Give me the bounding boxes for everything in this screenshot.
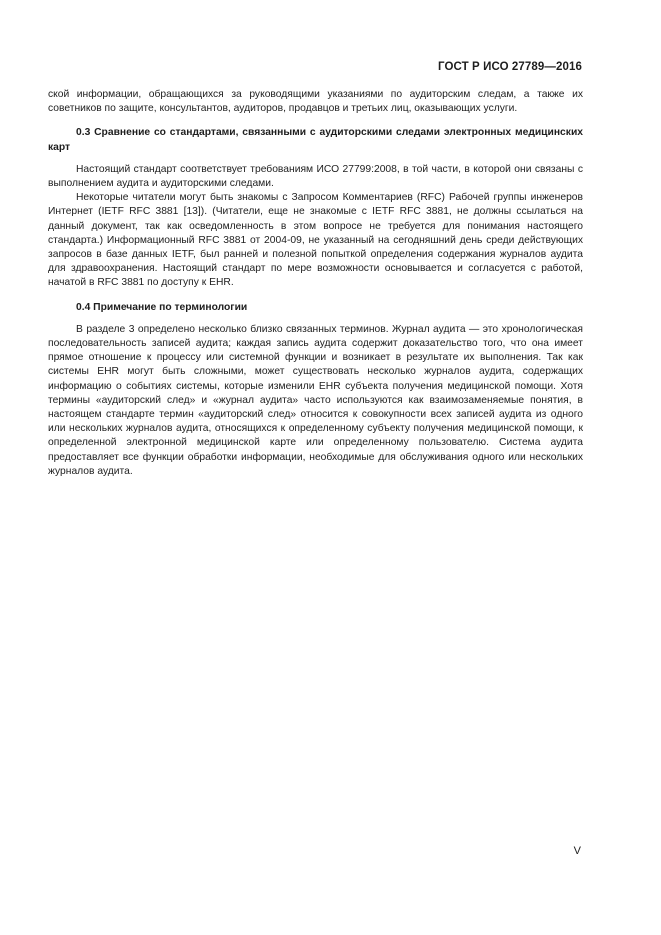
page-number: V (573, 845, 581, 857)
section-heading-0-4: 0.4 Примечание по терминологии (76, 301, 248, 313)
document-body (48, 88, 583, 479)
paragraph-terminology: В разделе 3 определено несколько близко связанных терминов. Журнал аудита — это хронологическая последовательность записей аудита; каждая запись аудита содержит доказательство того, что она имеет прямое отношение к процессу или системной функции и возникает в результате их выполнения. Так как системы EHR могут быть сложными, может существовать несколько журналов аудита, содержащих информацию о событиях системы, которые изменили EHR субъекта получения медицинской помощи. Хотя термины «аудиторский след» и «журнал аудита» часто используются как взаимозаменяемые понятия, в настоящем стандарте термин «аудиторский след» относится к совокупности всех записей аудита из одного или нескольких журналов аудита, относящихся к определенному субъекту получения медицинской помощи, к определенной электронной медицинской карте или определенному пользователю. Система аудита предоставляет все функции обработки информации, необходимые для обслуживания одного или нескольких журналов аудита. (48, 323, 583, 477)
paragraph-iso-27799: Настоящий стандарт соответствует требованиям ИСО 27799:2008, в той части, в которой они связаны с выполнением аудита и аудиторскими следами. (48, 163, 583, 190)
standard-code-header: ГОСТ Р ИСО 27789—2016 (437, 61, 582, 73)
section-heading-0-3: 0.3 Сравнение со стандартами, связанными с аудиторскими следами электронных медицинских карт (48, 127, 583, 153)
paragraph-rfc-3881: Некоторые читатели могут быть знакомы с Запросом Комментариев (RFC) Рабочей группы инженеров Интернет (IETF RFC 3881 [13]). (Читатели, еще не знакомые с IETF RFC 3881, не должны ссылаться на данный документ, так как осведомленность в этом вопросе не требуется для понимания настоящего стандарта.) Информационный RFC 3881 от 2004-09, не указанный на сегодняшний день среди действующих запросов в базе данных IETF, был ранней и полезной попыткой определения содержания журналов аудита для здравоохранения. Настоящий стандарт по мере возможности основывается и согласуется с работой, начатой в RFC 3881 по доступу к EHR. (48, 192, 583, 289)
paragraph-continuation: ской информации, обращающихся за руководящими указаниями по аудиторским следам, а также их советников по защите, консультантов, аудиторов, продавцов и третьих лиц, оказывающих услуги. (48, 89, 583, 115)
